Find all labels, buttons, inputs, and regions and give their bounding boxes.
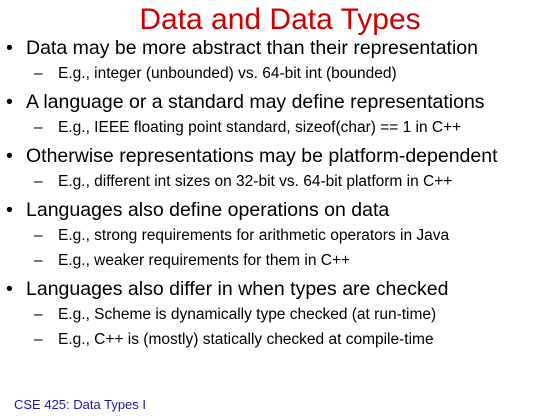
bullet-item xyxy=(6,36,556,61)
sub-bullet-marker: – xyxy=(34,173,43,190)
sub-bullet-marker: – xyxy=(34,119,43,136)
sub-bullet-text: E.g., IEEE floating point standard, sizeof(char) == 1 in C++ xyxy=(58,119,462,136)
bullet-marker: • xyxy=(6,37,13,59)
bullet-list xyxy=(6,36,556,352)
sub-bullet-text: E.g., integer (unbounded) vs. 64-bit int (bounded) xyxy=(58,65,397,82)
bullet-item xyxy=(6,277,556,302)
sub-bullet-text: E.g., C++ is (mostly) statically checked at compile-time xyxy=(58,331,434,348)
sub-bullet-item xyxy=(6,327,556,352)
sub-bullet-item xyxy=(6,248,556,273)
sub-bullet-marker: – xyxy=(34,227,43,244)
bullet-text: Languages also define operations on data xyxy=(26,199,390,221)
sub-bullet-marker: – xyxy=(34,331,43,348)
sub-bullet-text: E.g., different int sizes on 32-bit vs. 64-bit platform in C++ xyxy=(58,173,453,190)
sub-bullet-item xyxy=(6,115,556,140)
bullet-marker: • xyxy=(6,278,13,300)
sub-bullet-marker: – xyxy=(34,252,43,269)
sub-bullet-text: E.g., Scheme is dynamically type checked (at run-time) xyxy=(58,306,437,323)
bullet-item xyxy=(6,198,556,223)
bullet-marker: • xyxy=(6,199,13,221)
bullet-marker: • xyxy=(6,145,13,167)
sub-bullet-item xyxy=(6,169,556,194)
sub-bullet-text: E.g., strong requirements for arithmetic operators in Java xyxy=(58,227,450,244)
sub-bullet-item xyxy=(6,302,556,327)
bullet-marker: • xyxy=(6,91,13,113)
bullet-text: Languages also differ in when types are checked xyxy=(26,278,449,300)
bullet-text: Data may be more abstract than their representation xyxy=(26,37,478,59)
bullet-item xyxy=(6,90,556,115)
sub-bullet-marker: – xyxy=(34,306,43,323)
slide-footer: CSE 425: Data Types I xyxy=(14,397,146,412)
sub-bullet-item xyxy=(6,61,556,86)
bullet-text: Otherwise representations may be platform-dependent xyxy=(26,145,498,167)
sub-bullet-text: E.g., weaker requirements for them in C++ xyxy=(58,252,351,269)
sub-bullet-item xyxy=(6,223,556,248)
slide-title: Data and Data Types xyxy=(139,3,421,36)
bullet-item xyxy=(6,144,556,169)
bullet-text: A language or a standard may define representations xyxy=(26,91,485,113)
sub-bullet-marker: – xyxy=(34,65,43,82)
